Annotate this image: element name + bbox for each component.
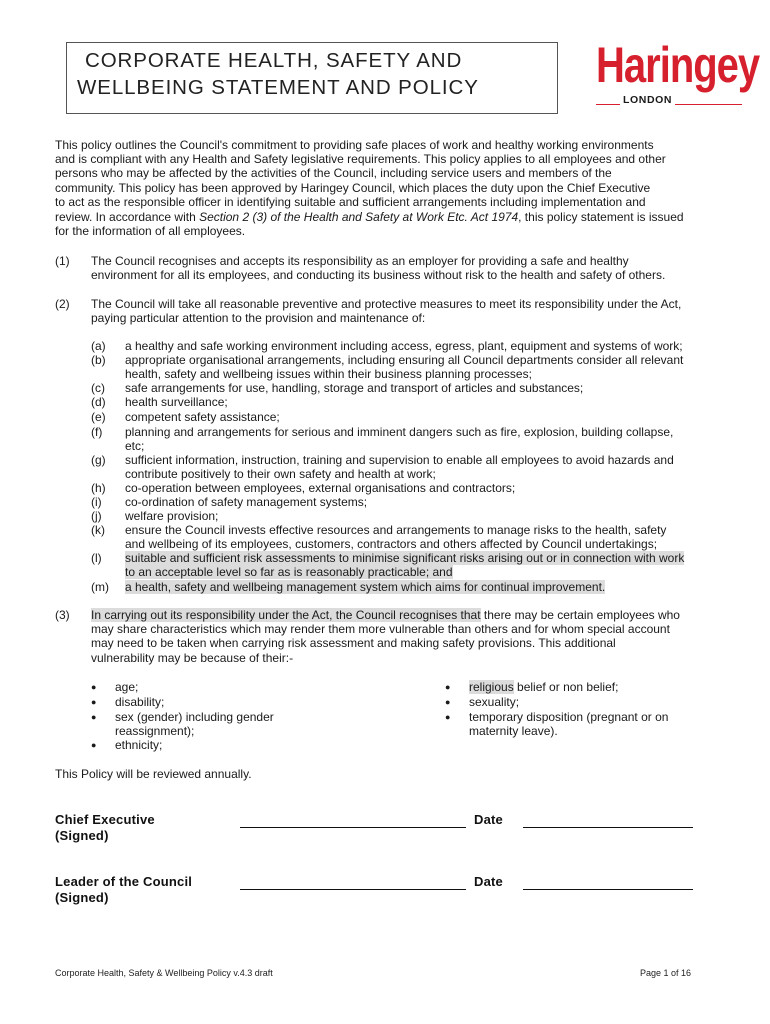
section1-line: environment for all its employees, and conducting its business without risk to the health and safety of others. bbox=[91, 268, 666, 282]
item-label: (g) bbox=[91, 453, 106, 467]
item-label: (j) bbox=[91, 509, 102, 523]
section2-line: The Council will take all reasonable preventive and protective measures to meet its responsibility under the Act, bbox=[91, 297, 682, 311]
list-item: etc; bbox=[125, 439, 145, 453]
intro-line bbox=[55, 210, 684, 225]
date-label: Date bbox=[474, 812, 503, 827]
bullet-text: age; bbox=[115, 680, 139, 694]
list-item: planning and arrangements for serious and imminent dangers such as fire, explosion, building collapse, bbox=[125, 425, 674, 439]
intro-text: review. In accordance with bbox=[55, 210, 200, 224]
list-item: a healthy and safe working environment including access, egress, plant, equipment and systems of work; bbox=[125, 339, 683, 353]
bullet-icon: ● bbox=[445, 697, 451, 707]
highlighted-text: In carrying out its responsibility under the Act, the Council recognises that bbox=[91, 608, 481, 622]
section3-line: may share characteristics which may render them more vulnerable than others and for whom special account bbox=[91, 622, 670, 636]
list-item: contribute positively to their own safety and health at work; bbox=[125, 467, 436, 481]
logo-word: Haringey bbox=[596, 38, 760, 93]
bullet-icon: ● bbox=[445, 682, 451, 692]
list-item: health, safety and wellbeing issues within their business planning processes; bbox=[125, 367, 532, 381]
bullet-text: temporary disposition (pregnant or on bbox=[469, 710, 669, 724]
signed-label: (Signed) bbox=[55, 890, 109, 905]
section-number: (3) bbox=[55, 608, 70, 622]
item-label: (m) bbox=[91, 580, 109, 594]
list-item bbox=[91, 710, 274, 725]
bullet-text: sexuality; bbox=[469, 695, 520, 709]
act-reference: Section 2 (3) of the Health and Safety at Work Etc. Act 1974 bbox=[199, 210, 519, 224]
list-item: health surveillance; bbox=[125, 395, 228, 409]
intro-line: community. This policy has been approved by Haringey Council, which places the duty upon the Chief Executive bbox=[55, 181, 651, 195]
section3-line bbox=[91, 608, 680, 623]
section3-text: there may be certain employees who bbox=[480, 608, 680, 622]
list-item bbox=[125, 565, 453, 580]
section-number: (2) bbox=[55, 297, 70, 311]
list-item bbox=[445, 710, 668, 725]
bullet-text: belief or non belief; bbox=[513, 680, 619, 694]
highlighted-text: to an acceptable level so far as is reasonably practicable; and bbox=[125, 565, 453, 579]
list-item: appropriate organisational arrangements, including ensuring all Council departments consider all relevant bbox=[125, 353, 684, 367]
highlighted-text: religious bbox=[469, 680, 514, 694]
list-item bbox=[91, 680, 138, 695]
title-line-1: CORPORATE HEALTH, SAFETY AND bbox=[85, 49, 463, 72]
highlighted-text: a health, safety and wellbeing management system which aims for continual improvement. bbox=[125, 580, 606, 594]
list-item bbox=[445, 680, 618, 695]
item-label: (i) bbox=[91, 495, 102, 509]
section3-line: may need to be taken when carrying risk assessment and making safety provisions. This additional bbox=[91, 636, 616, 650]
bullet-text: ethnicity; bbox=[115, 738, 163, 752]
item-label: (d) bbox=[91, 395, 106, 409]
bullet-text: disability; bbox=[115, 695, 165, 709]
bullet-icon: ● bbox=[91, 697, 97, 707]
list-item: welfare provision; bbox=[125, 509, 219, 523]
intro-line: and is compliant with any Health and Safety legislative requirements. This policy applies to all employees and other bbox=[55, 152, 666, 166]
list-item bbox=[125, 551, 684, 566]
bullet-text: sex (gender) including gender bbox=[115, 710, 274, 724]
list-item bbox=[91, 695, 164, 710]
bullet-icon: ● bbox=[445, 712, 451, 722]
review-note: This Policy will be reviewed annually. bbox=[55, 767, 252, 781]
intro-line: This policy outlines the Council's commitment to providing safe places of work and healthy working environments bbox=[55, 138, 654, 152]
list-item: competent safety assistance; bbox=[125, 410, 280, 424]
date-line[interactable] bbox=[523, 827, 693, 828]
list-item: ensure the Council invests effective resources and arrangements to manage risks to the health, safety bbox=[125, 523, 667, 537]
logo-sub: LONDON bbox=[620, 94, 675, 106]
bullet-icon: ● bbox=[91, 740, 97, 750]
haringey-logo bbox=[596, 38, 760, 110]
item-label: (f) bbox=[91, 425, 103, 439]
footer-page-number: Page 1 of 16 bbox=[640, 968, 692, 978]
bullet-text: reassignment); bbox=[115, 724, 195, 738]
list-item: co-ordination of safety management systems; bbox=[125, 495, 368, 509]
signatory-role: Leader of the Council bbox=[55, 874, 193, 889]
item-label: (a) bbox=[91, 339, 106, 353]
date-label: Date bbox=[474, 874, 503, 889]
footer-doc-title: Corporate Health, Safety & Wellbeing Policy v.4.3 draft bbox=[55, 968, 273, 978]
list-item: and wellbeing of its employees, customers, contractors and others affected by Council undertakings; bbox=[125, 537, 658, 551]
list-item: co-operation between employees, external organisations and contractors; bbox=[125, 481, 516, 495]
list-item bbox=[91, 738, 162, 753]
list-item bbox=[445, 695, 519, 710]
intro-line: persons who may be affected by the activities of the Council, including service users and members of the bbox=[55, 166, 612, 180]
signature-line[interactable] bbox=[240, 889, 466, 890]
section1-line: The Council recognises and accepts its responsibility as an employer for providing a safe and healthy bbox=[91, 254, 629, 268]
section-number: (1) bbox=[55, 254, 70, 268]
intro-line: for the information of all employees. bbox=[55, 224, 246, 238]
item-label: (c) bbox=[91, 381, 105, 395]
date-line[interactable] bbox=[523, 889, 693, 890]
highlighted-text: suitable and sufficient risk assessments to minimise significant risks arising out or in connection with work bbox=[125, 551, 685, 565]
item-label: (k) bbox=[91, 523, 105, 537]
item-label: (h) bbox=[91, 481, 106, 495]
bullet-icon: ● bbox=[91, 712, 97, 722]
list-item: sufficient information, instruction, training and supervision to enable all employees to avoid hazards and bbox=[125, 453, 674, 467]
intro-line: to act as the responsible officer in identifying suitable and sufficient arrangements including implementation and bbox=[55, 195, 646, 209]
item-label: (l) bbox=[91, 551, 102, 565]
bullet-icon: ● bbox=[91, 682, 97, 692]
title-box bbox=[66, 42, 558, 114]
list-item bbox=[125, 580, 605, 595]
signature-line[interactable] bbox=[240, 827, 466, 828]
section3-line: vulnerability may be because of their:- bbox=[91, 651, 294, 665]
item-label: (e) bbox=[91, 410, 106, 424]
signatory-role: Chief Executive bbox=[55, 812, 155, 827]
item-label: (b) bbox=[91, 353, 106, 367]
list-item: safe arrangements for use, handling, storage and transport of articles and substances; bbox=[125, 381, 584, 395]
signed-label: (Signed) bbox=[55, 828, 109, 843]
intro-text: , this policy statement is issued bbox=[518, 210, 684, 224]
title-line-2: WELLBEING STATEMENT AND POLICY bbox=[77, 76, 479, 99]
section2-line: paying particular attention to the provision and maintenance of: bbox=[91, 311, 426, 325]
bullet-text: maternity leave). bbox=[469, 724, 558, 738]
